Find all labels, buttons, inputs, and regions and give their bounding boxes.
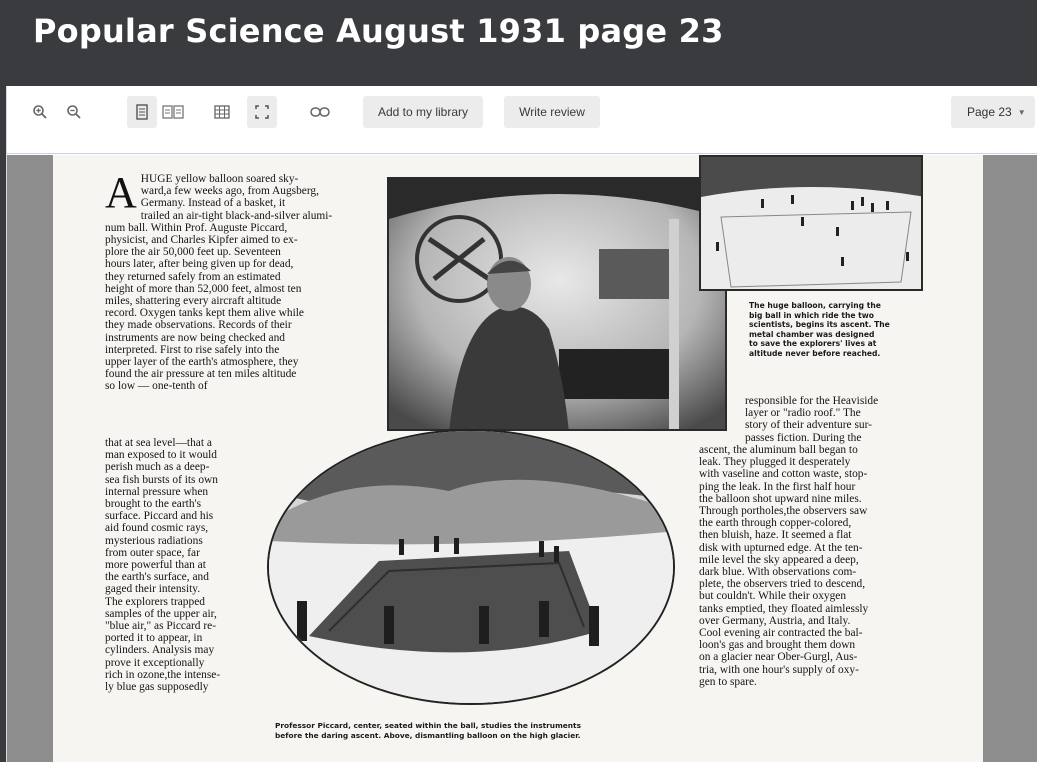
caption-professor: Professor Piccard, center, seated within the ball, studies the instruments before the daring ascent. Above, dismantling balloon on the high glacier. [275, 721, 581, 740]
two-page-icon [162, 104, 184, 120]
add-to-library-button[interactable]: Add to my library [363, 96, 483, 128]
document-viewer [6, 86, 1037, 762]
article-column-1 [105, 168, 359, 393]
zoom-in-button[interactable] [25, 96, 55, 128]
zoom-in-icon [32, 104, 48, 120]
single-page-icon [135, 104, 149, 120]
article-text-intro: HUGE yellow balloon soared sky- ward,a few weeks ago, from Augsberg, Germany. Instead of a basket, it trailed an air-tight black-and-silver alumi- num ball. Within Prof. Auguste Piccard, physicist, and Charles Kipfer aimed to ex- plore the air 50,000 feet up. Seventeen hours later, after being given up for dead, they returned safely from an estimated height of more than 52,000 feet, almost ten miles, shattering every aircraft altitude record. Oxygen tanks kept them alive while they made observations. Records of their instruments are now being checked and interpreted. First to rise safely into the upper layer of the earth's atmosphere, they found the air pressure at ten miles altitude so low — one-tenth of [105, 173, 333, 393]
write-review-button[interactable]: Write review [504, 96, 600, 128]
zoom-out-button[interactable] [59, 96, 89, 128]
viewer-toolbar [7, 86, 1037, 154]
chevron-down-icon: ▼ [1017, 107, 1026, 117]
photo-snowfield-illustration [701, 157, 923, 291]
document-canvas[interactable] [7, 155, 1037, 762]
article-column-2: ascent, the aluminum ball began to leak. They plugged it desperately with vaseline and cotton waste, stop- ping the leak. In the first half hour the balloon shot upward nine miles. Through portholes,the observers saw the earth through copper-colored, then bluish, haze. It seemed a flat disk with upturned edge. At the ten- mile level the sky appeared a deep, dark blue. With observations com- plete, the observers tried to descend, but couldn't. While their oxygen tanks emptied, they floated aimlessly over Germany, Austria, and Italy. Cool evening air contracted the bal- loon's gas and brought them down on a glacier near Ober-Gurgl, Aus- tria, with one hour's supply of oxy- gen to spare. [699, 444, 869, 688]
single-page-button[interactable] [127, 96, 157, 128]
article-column-1-lower: that at sea level—that a man exposed to it would perish much as a deep- sea fish bursts of its own internal pressure when brought to the earth's surface. Piccard and his aid found cosmic rays, mysterious radiations from outer space, far more powerful than at the earth's surface, and gaged their intensity. The explorers trapped samples of the upper air, "blue air," as Piccard re- ported it to appear, in cylinders. Analysis may prove it exceptionally rich in ozone,the intense- ly blue gas supposedly [105, 437, 221, 694]
two-page-button[interactable] [157, 96, 189, 128]
magazine-page [53, 155, 983, 762]
grid-icon [214, 105, 230, 119]
thumbnails-button[interactable] [207, 96, 237, 128]
toolbar-divider [7, 153, 1037, 154]
photo-interior-illustration [389, 179, 727, 431]
photo-dismantling-balloon [267, 429, 675, 705]
link-icon [310, 106, 330, 118]
caption-balloon: The huge balloon, carrying the big ball in which ride the two scientists, begins its ascent. The metal chamber was designed to save the explorers' lives at altitude never before reached. [749, 301, 890, 358]
title-bar [0, 0, 1037, 86]
photo-balloon-ascent [699, 155, 923, 291]
article-column-2-upper: responsible for the Heaviside layer or "radio roof." The story of their adventure sur- passes fiction. During the [745, 395, 879, 444]
page-select[interactable] [951, 96, 1035, 128]
drop-cap: A [105, 168, 137, 217]
photo-glacier-illustration [269, 431, 675, 705]
zoom-out-icon [66, 104, 82, 120]
copy-link-button[interactable] [305, 96, 335, 128]
photo-piccard-inside-ball [387, 177, 727, 431]
fullscreen-icon [254, 104, 270, 120]
page-select-value: Page 23 [967, 105, 1012, 119]
fullscreen-button[interactable] [247, 96, 277, 128]
document-title: Popular Science August 1931 page 23 [33, 12, 724, 50]
